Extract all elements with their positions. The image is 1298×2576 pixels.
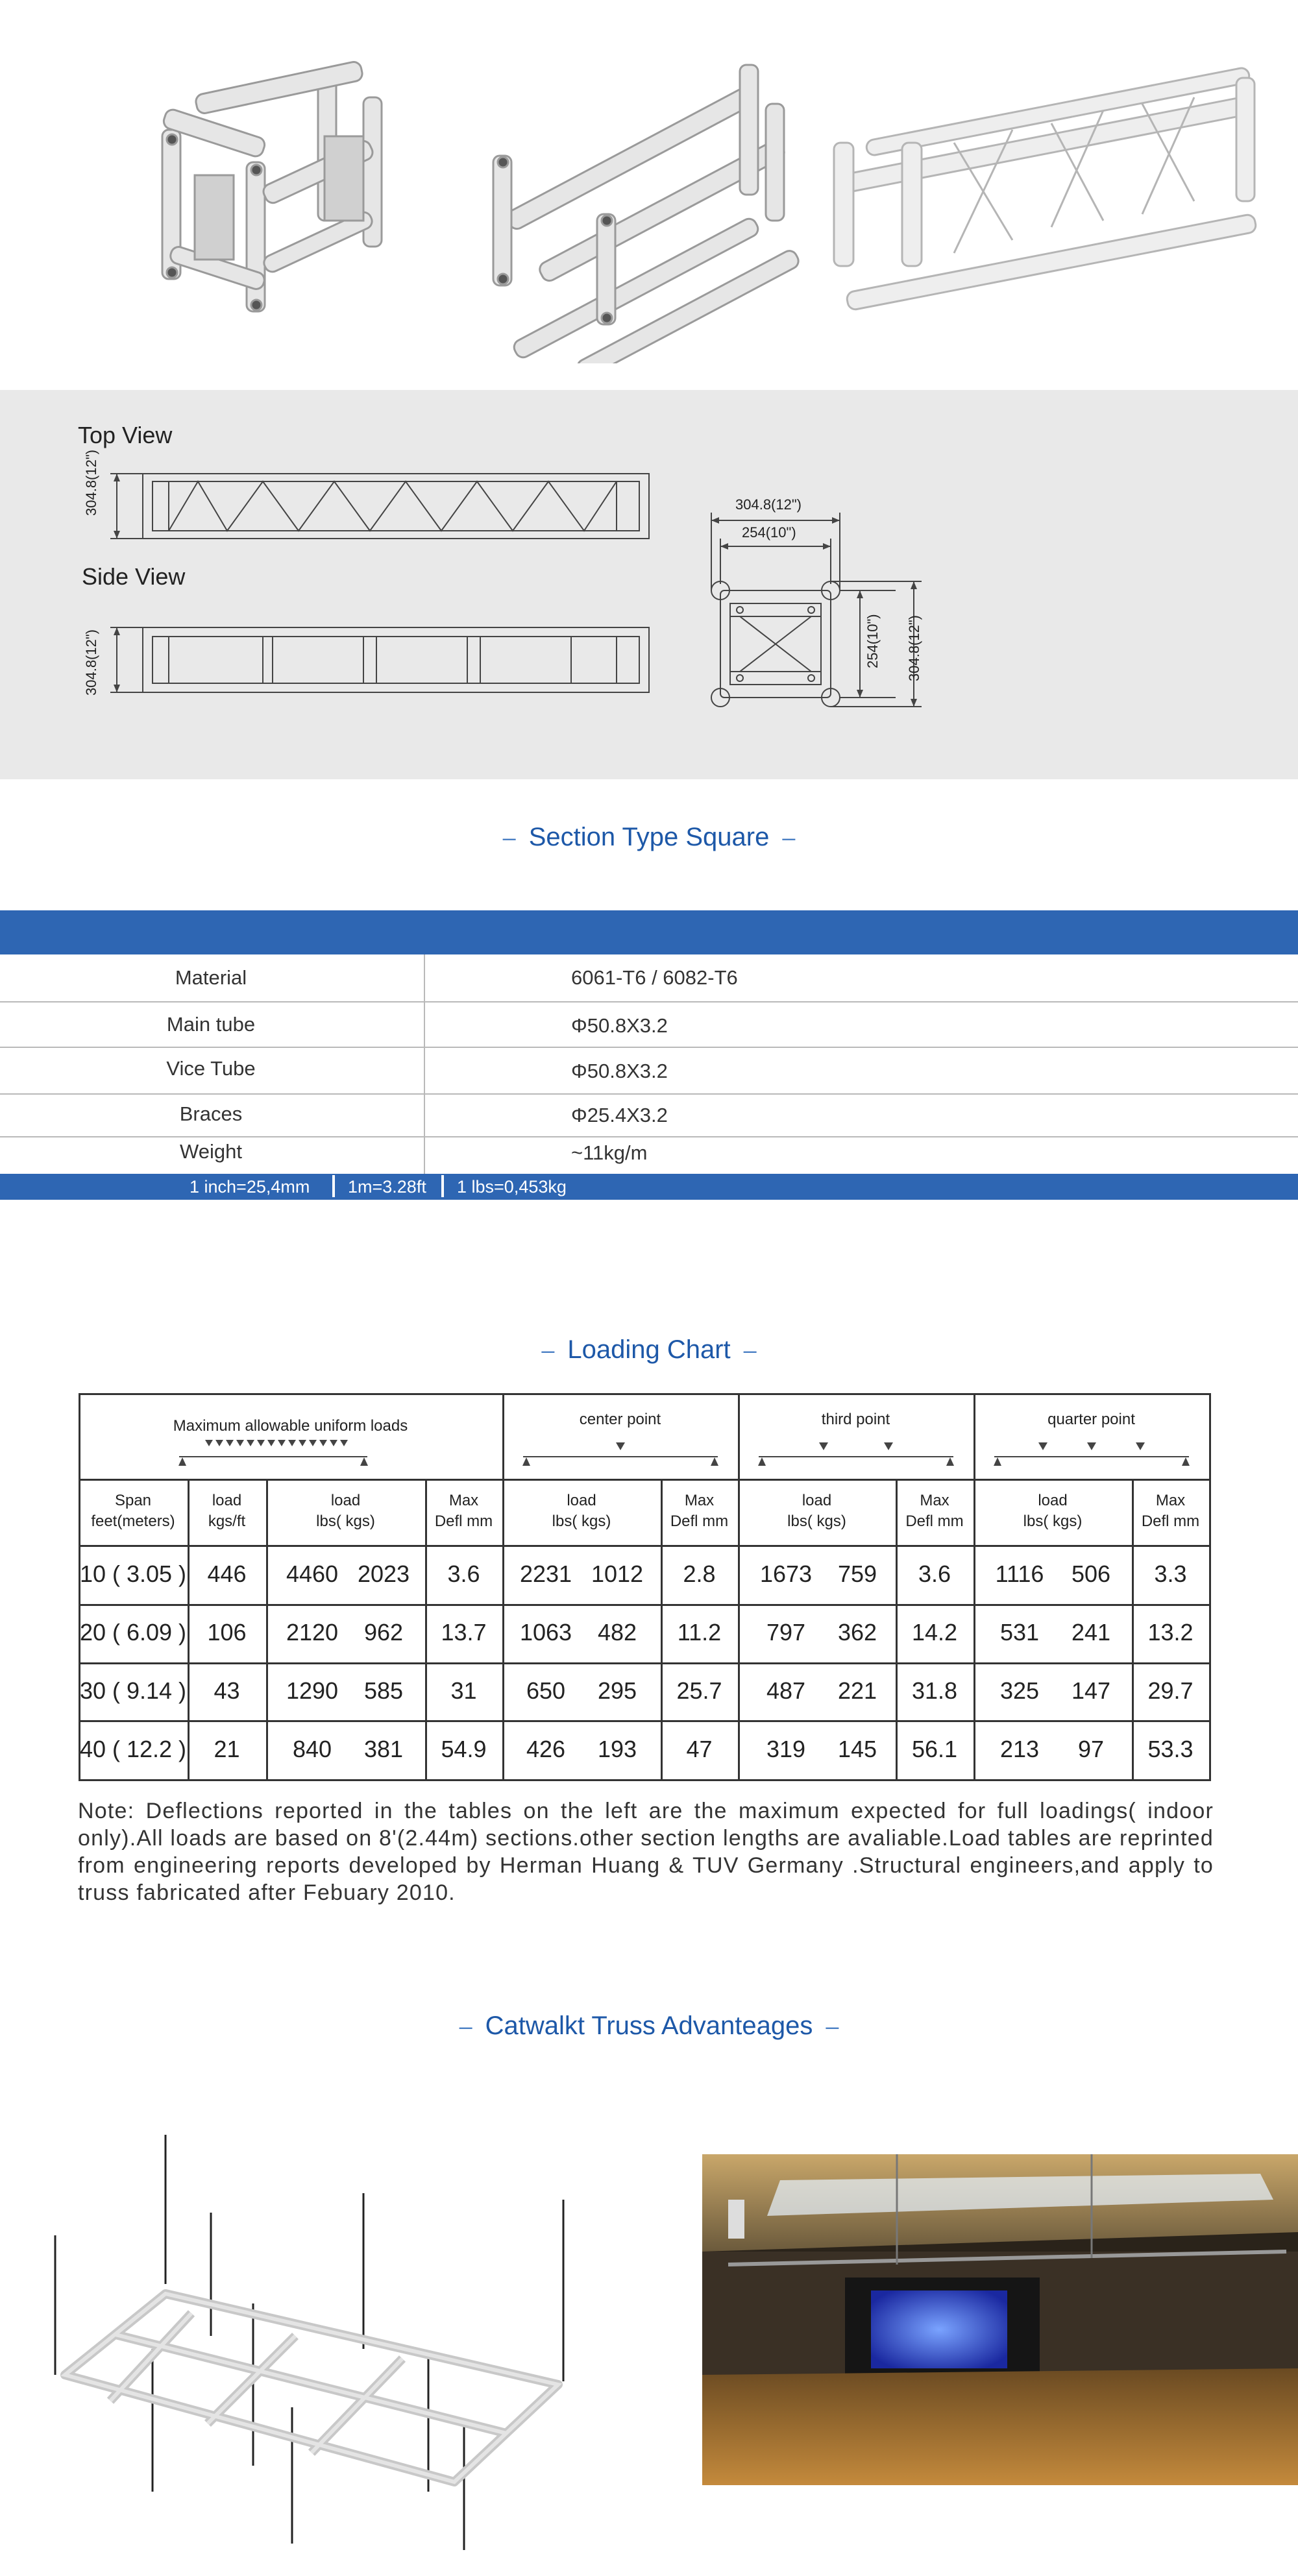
col-header: Max Defl mm: [434, 1492, 493, 1530]
side-view-drawing: [97, 620, 662, 704]
table-border: [79, 1662, 1211, 1664]
truss-cube-image: [162, 60, 382, 311]
section-type-heading: – Section Type Square –: [502, 823, 796, 851]
spec-label: Weight: [180, 1140, 242, 1163]
col-header: Max Defl mm: [670, 1492, 729, 1530]
group-uniform: Maximum allowable uniform loads: [173, 1417, 408, 1435]
group-center: center point: [579, 1411, 661, 1428]
spec-value: Φ50.8X3.2: [571, 1060, 668, 1082]
load-diagram-third: [755, 1437, 957, 1470]
table-border: [79, 1545, 1211, 1547]
side-view-dim: 304.8(12"): [83, 629, 99, 696]
spec-header-bar: [0, 910, 1298, 954]
spec-value: ~11kg/m: [571, 1141, 648, 1164]
col-header: load lbs( kgs): [787, 1492, 846, 1530]
section-dim-top: 304.8(12"): [735, 496, 802, 513]
spec-label: Material: [175, 966, 247, 989]
table-row: 40 ( 12.2 ) 21 840 381 54.9 426 193 47 319 145 56.1 213 97 53.3: [79, 1736, 1194, 1762]
load-diagram-center: [520, 1437, 721, 1470]
loading-note: Note: Deflections reported in the tables on the left are the maximum expected for full loadings( indoor only).All loads are based on 8'(2.44m) sections.other section lengths are avaliable.Load tables are reprinted from engineering reports developed by Herman Huang & TUV Germany .Structural engineers,and apply to truss fabricated after Febuary 2010.: [78, 1799, 1214, 1905]
load-diagram-quarter: [991, 1437, 1192, 1470]
conversion-sep: [332, 1175, 335, 1197]
conversion-bar: [0, 1174, 1298, 1200]
table-border: [79, 1479, 1211, 1481]
product-renders: [0, 0, 1298, 363]
top-view-label: Top View: [78, 422, 173, 448]
spec-value: Φ25.4X3.2: [571, 1104, 668, 1126]
advantages-heading: – Catwalkt Truss Advanteages –: [459, 2011, 839, 2040]
top-view-dim: 304.8(12"): [83, 450, 99, 516]
spec-value: 6061-T6 / 6082-T6: [571, 966, 738, 989]
col-header: load lbs( kgs): [1023, 1492, 1083, 1530]
group-third: third point: [821, 1411, 890, 1428]
advantages-title: Catwalkt Truss Advanteages: [485, 2011, 813, 2040]
catwalk-truss-illustration: [39, 2128, 662, 2557]
truss-long-image: [833, 67, 1256, 311]
load-diagram-uniform: [176, 1437, 371, 1470]
spec-row-braces: [0, 1093, 1298, 1137]
conversion-sep: [441, 1175, 444, 1197]
section-drawing: [701, 500, 948, 714]
col-header: load lbs( kgs): [552, 1492, 611, 1530]
section-dim-side-inner: 254(10"): [864, 614, 881, 668]
spec-label: Vice Tube: [166, 1057, 256, 1080]
col-header: Max Defl mm: [1141, 1492, 1200, 1530]
table-border: [79, 1720, 1211, 1722]
table-row: 20 ( 6.09 ) 106 2120 962 13.7 1063 482 11.2 797 362 14.2 531 241 13.2: [79, 1619, 1194, 1646]
spec-row-weight: [0, 1136, 1298, 1174]
group-quarter: quarter point: [1047, 1411, 1135, 1428]
spec-label: Main tube: [166, 1013, 256, 1036]
loading-chart-heading: – Loading Chart –: [541, 1335, 757, 1364]
col-header: load lbs( kgs): [316, 1492, 375, 1530]
spec-value: Φ50.8X3.2: [571, 1014, 668, 1037]
drawing-panel: [0, 390, 1298, 779]
loading-chart-title: Loading Chart: [567, 1335, 731, 1364]
section-dim-inner: 254(10"): [742, 524, 796, 541]
spec-row-main-tube: [0, 1001, 1298, 1048]
spec-label: Braces: [179, 1102, 243, 1125]
venue-photo: [702, 2154, 1298, 2485]
col-header: Max Defl mm: [905, 1492, 964, 1530]
table-row: 10 ( 3.05 ) 446 4460 2023 3.6 2231 1012 2.8 1673 759 3.6 1116 506 3.3: [79, 1561, 1187, 1587]
spec-row-vice-tube: [0, 1047, 1298, 1095]
table-row: 30 ( 9.14 ) 43 1290 585 31 650 295 25.7 487 221 31.8 325 147 29.7: [79, 1677, 1194, 1704]
table-border: [79, 1393, 1211, 1395]
conversion-lbs: 1 lbs=0,453kg: [457, 1177, 567, 1197]
loading-chart-table: [79, 1393, 1211, 1781]
section-dim-side-outer: 304.8(12"): [906, 615, 922, 681]
top-view-drawing: [97, 467, 662, 552]
col-header: load kgs/ft: [208, 1492, 246, 1530]
table-border: [79, 1604, 1211, 1606]
conversion-meter: 1m=3.28ft: [348, 1177, 426, 1197]
conversion-inch: 1 inch=25,4mm: [190, 1177, 310, 1197]
section-type-title: Section Type Square: [528, 823, 770, 851]
truss-medium-image: [493, 65, 801, 363]
spec-row-material: [0, 954, 1298, 1002]
col-header: Span feet(meters): [91, 1492, 175, 1530]
side-view-label: Side View: [82, 563, 186, 590]
table-border: [79, 1779, 1211, 1781]
